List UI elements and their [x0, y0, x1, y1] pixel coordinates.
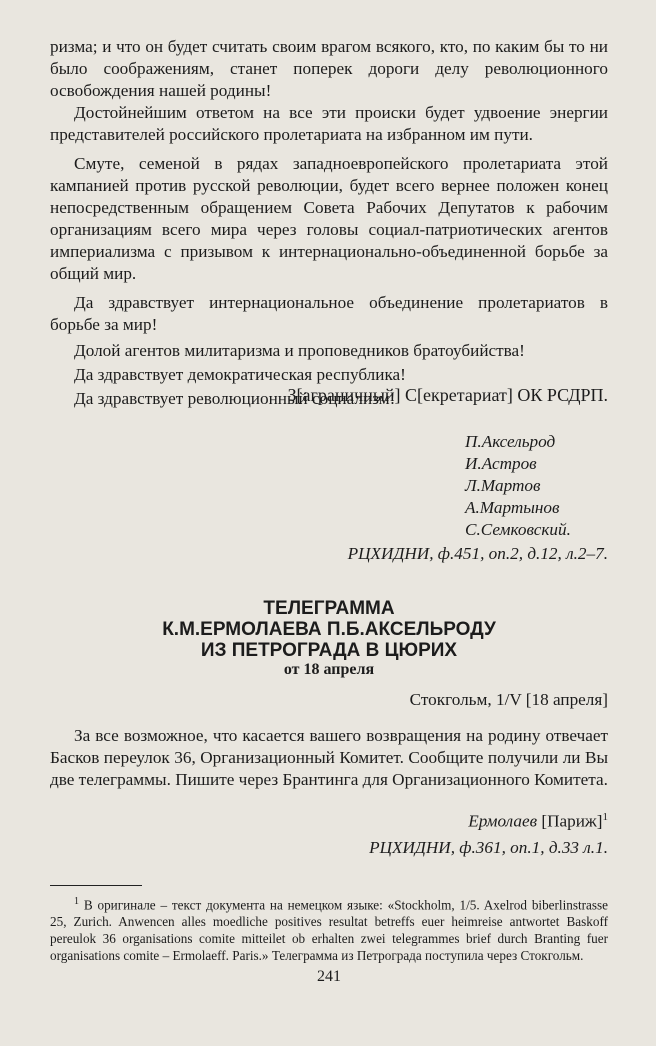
telegram-title-3: ИЗ ПЕТРОГРАДА В ЦЮРИХ	[200, 640, 458, 661]
paragraph-1: ризма; и что он будет считать своим врагом всякого, кто, по каким бы то ни было соображениям, станет поперек дороги делу революционного освобождения нашей родины!	[50, 37, 608, 100]
signatory: С.Семковский.	[465, 520, 571, 539]
signatory: П.Аксельрод	[465, 432, 556, 451]
slogan-2: Долой агентов милитаризма и проповедников братоубийства!	[74, 341, 525, 360]
signatory: Л.Мартов	[465, 476, 541, 495]
place-date-block	[50, 689, 608, 711]
footnote-divider	[50, 885, 142, 886]
signer-place: [Париж]	[537, 811, 603, 831]
telegram-signer-block	[50, 806, 608, 833]
telegram-subtitle: от 18 апреля	[283, 661, 375, 678]
signature-org	[50, 384, 608, 406]
archive-ref-1-block	[50, 543, 608, 565]
signatories-list	[465, 431, 571, 541]
signatory: И.Астров	[465, 454, 537, 473]
slogan-1: Да здравствует интернациональное объединение пролетариатов в борьбе за мир!	[50, 293, 608, 334]
footnote-marker: 1	[602, 811, 608, 823]
telegram-signer	[50, 806, 608, 833]
telegram-title-2: К.М.ЕРМОЛАЕВА П.Б.АКСЕЛЬРОДУ	[162, 619, 496, 640]
organization-signature: З[аграничный] С[екретариат] ОК РСДРП.	[287, 385, 608, 405]
slogan-4: Да здравствует революционный социализм!	[74, 389, 396, 408]
signer-name: Ермолаев	[468, 811, 538, 831]
slogan-3: Да здравствует демократическая республика!	[74, 365, 406, 384]
telegram-text: За все возможное, что касается вашего возвращения на родину отвечает Басков переулок 36, Организационный Комитет. Сообщите получили ли Вы две телеграммы. Пишите через Брантинга для Организационного Комитета.	[50, 726, 608, 789]
place-date: Стокгольм, 1/V [18 апреля]	[409, 690, 608, 709]
page-number: 241	[317, 968, 341, 985]
signatory: А.Мартынов	[465, 498, 560, 517]
paragraph-2: Достойнейшим ответом на все эти происки будет удвоение энергии представителей российского пролетариата на избранном им пути.	[50, 103, 608, 144]
telegram-title-1: ТЕЛЕГРАММА	[263, 598, 395, 619]
footnote-text: В оригинале – текст документа на немецком языке: «Stockholm, 1/5. Axelrod biberlinstrasse 25, Zurich. Anwencen alles moedliche positives resultat betreffs euer heimreise antwortet Baskoff pereulok 36 organisations comite mitteilet ob erhalten zwei telegrammes brief durch Branting fuer organisations comite – Ermolaeff. Paris.» Телеграмма из Петрограда поступила через Стокгольм.	[50, 897, 608, 964]
archive-reference: РЦХИДНИ, ф.361, оп.1, д.33 л.1.	[369, 838, 608, 857]
main-text	[50, 36, 608, 410]
paragraph-3: Смуте, семеной в рядах западноевропейского пролетариата этой кампанией против русской революции, будет всего вернее положен конец непосредственным обращением Совета Рабочих Депутатов к рабочим организациям всего мира через головы социал-патриотических агентов империализма с призывом к интернационально-объединенной борьбе за общий мир.	[50, 154, 608, 283]
footnote-mark: 1	[74, 896, 79, 907]
telegram-text-block	[50, 725, 608, 791]
footnote	[50, 893, 608, 964]
archive-reference: РЦХИДНИ, ф.451, оп.2, д.12, л.2–7.	[347, 544, 608, 563]
archive-ref-2-block	[50, 837, 608, 859]
